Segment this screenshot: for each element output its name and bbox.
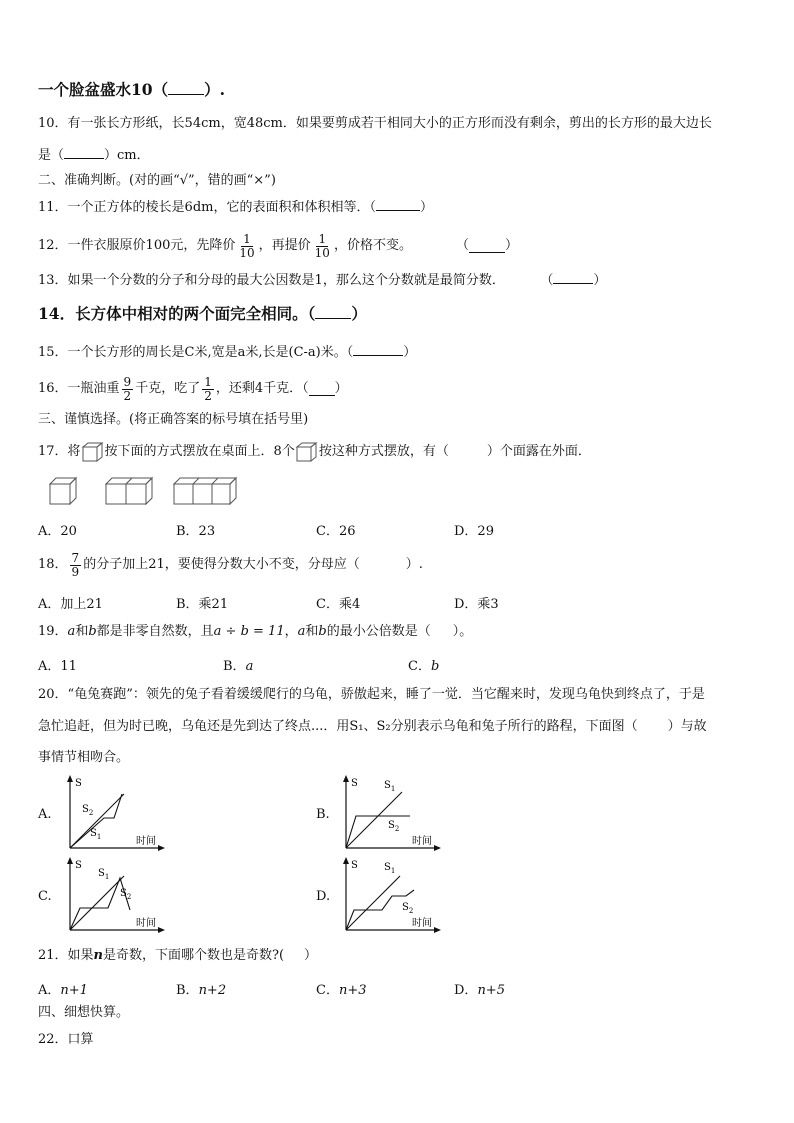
option-label: D． <box>454 983 478 998</box>
question-16 <box>38 370 348 408</box>
option-label: C． <box>316 983 339 998</box>
q19-comma: ， <box>284 624 298 639</box>
q20-line2-end: ）与故 <box>667 719 707 734</box>
fraction <box>237 233 256 260</box>
option-label: B． <box>176 983 199 998</box>
q16-start: 16．一瓶油重 <box>38 381 120 396</box>
denominator: 10 <box>239 245 255 260</box>
q10-start: 是（ <box>38 148 65 163</box>
label-s1 <box>384 862 395 875</box>
graph-a <box>58 774 168 854</box>
answer-blank[interactable] <box>309 383 335 396</box>
axis-x-label: 时间 <box>136 836 156 847</box>
answer-blank[interactable] <box>353 343 403 356</box>
s-letter: S <box>82 804 89 815</box>
s-letter: S <box>402 902 409 913</box>
fraction <box>70 552 82 579</box>
cube-arrangement-2 <box>106 478 152 504</box>
axis-y-label: S <box>351 778 358 789</box>
option-expr: n+3 <box>338 983 367 998</box>
var-b: b <box>318 624 327 639</box>
s-sub: 1 <box>96 833 102 841</box>
q19-equation: a ÷ b = 11 <box>213 624 285 639</box>
s-letter: S <box>120 888 127 899</box>
q13-text: 13．如果一个分数的分子和分母的最大公因数是1，那么这个分数就是最简分数． <box>38 273 505 288</box>
s-sub: 2 <box>126 893 132 901</box>
s-letter: S <box>98 868 105 879</box>
var-a: a <box>297 624 306 639</box>
line-s1 <box>346 876 400 930</box>
q18-option-d[interactable]: D．乘3 <box>454 597 499 612</box>
q19-option-a[interactable]: A．11 <box>38 659 77 674</box>
q18-option-a[interactable]: A．加上21 <box>38 597 103 612</box>
question-20-line1: 20．“龟兔赛跑”：领先的兔子看着缓缓爬行的乌龟，骄傲起来，睡了一觉．当它醒来时，发现乌龟快到终点了，于是 <box>38 687 705 702</box>
paren-close: ） <box>504 238 518 253</box>
q21-close: ） <box>304 948 318 963</box>
numerator: 9 <box>123 374 132 389</box>
q17-option-d[interactable]: D．29 <box>454 524 494 539</box>
cube-icon <box>295 441 319 463</box>
answer-blank[interactable] <box>168 82 204 95</box>
q17-start: 17．将 <box>38 444 81 459</box>
question-12 <box>38 226 518 266</box>
s-letter: S <box>384 780 391 791</box>
q17-mid: 按下面的方式摆放在桌面上．8个 <box>104 444 295 459</box>
answer-blank[interactable] <box>376 198 420 211</box>
question-20-line3: 事情节相吻合。 <box>38 750 130 765</box>
denominator: 9 <box>71 564 80 579</box>
option-expr: n+1 <box>60 983 88 998</box>
q21-option-d[interactable] <box>454 979 505 998</box>
label-s2 <box>388 820 399 833</box>
option-label: C． <box>408 659 431 674</box>
q19-option-b[interactable] <box>223 655 253 674</box>
answer-blank[interactable] <box>553 271 593 284</box>
q15-text: 15．一个长方形的周长是C米,宽是a米,长是(C-a)米。（ <box>38 345 354 360</box>
label-s2 <box>82 804 93 817</box>
label-s1 <box>98 868 109 881</box>
var-b: b <box>88 624 97 639</box>
question-14 <box>38 305 367 323</box>
var-a: a <box>245 659 254 674</box>
question-9-tail <box>38 81 225 99</box>
q18-option-c[interactable]: C．乘4 <box>316 597 361 612</box>
q19-and: 和 <box>75 624 89 639</box>
paren-close: ） <box>593 273 607 288</box>
graph-c <box>58 856 168 936</box>
answer-blank[interactable] <box>64 146 104 159</box>
q20-option-a[interactable]: A. <box>38 807 52 822</box>
s-sub: 2 <box>408 907 414 915</box>
s-letter: S <box>90 828 97 839</box>
s-sub: 1 <box>104 873 110 881</box>
q15-end: ） <box>403 345 417 360</box>
q18-option-b[interactable]: B．乘21 <box>176 597 229 612</box>
line-s1 <box>70 876 124 930</box>
q10-end: ）cm． <box>104 148 150 163</box>
q19-end: 的最小公倍数是（ <box>326 624 431 639</box>
numerator: 7 <box>71 550 80 565</box>
answer-blank[interactable] <box>315 306 351 319</box>
axis-y-label: S <box>75 860 82 871</box>
numerator: 1 <box>318 231 327 246</box>
line-s2 <box>70 878 130 930</box>
q20-line2-text: 急忙追赶，但为时已晚，乌龟还是先到达了终点...．用S₁、S₂分别表示乌龟和兔子所行的路程，下面图（ <box>38 719 638 734</box>
cube-arrangements <box>48 476 248 506</box>
question-15 <box>38 343 416 362</box>
section-3-heading: 三、谨慎选择。(将正确答案的标号填在括号里) <box>38 412 309 427</box>
s-sub: 1 <box>390 785 396 793</box>
q16-mid: 千克，吃了 <box>135 381 201 396</box>
q19-mid: 都是非零自然数，且 <box>96 624 214 639</box>
cube-arrangement-3 <box>174 478 236 504</box>
q12-start: 12．一件衣服原价100元，先降价 <box>38 238 236 253</box>
option-expr: n+2 <box>198 983 227 998</box>
fraction <box>313 233 332 260</box>
q11-end: ） <box>419 200 433 215</box>
axis-x-label: 时间 <box>136 918 156 929</box>
paren-open: （ <box>455 238 469 253</box>
question-22: 22．口算 <box>38 1032 94 1047</box>
q17-end2: ）个面露在外面． <box>486 444 591 459</box>
fraction <box>202 376 214 403</box>
s-letter: S <box>388 820 395 831</box>
q20-option-b[interactable]: B. <box>316 807 330 822</box>
fraction <box>122 376 134 403</box>
s-letter: S <box>384 862 391 873</box>
numerator: 1 <box>204 374 212 389</box>
q21-end: 是奇数，下面哪个数也是奇数?( <box>103 948 285 963</box>
q17-option-b[interactable]: B．23 <box>176 524 216 539</box>
q12-mid: ，再提价 <box>258 238 311 253</box>
option-expr: n+5 <box>477 983 505 998</box>
q16-close: ） <box>334 381 348 396</box>
option-label: B． <box>223 659 246 674</box>
q18-text: 的分子加上21，要使得分数大小不变，分母应（ <box>83 557 360 572</box>
q14-end: ） <box>351 304 367 323</box>
question-20-line2 <box>38 718 707 736</box>
q19-end2: ）。 <box>452 624 473 639</box>
q16-end: ，还剩4千克．（ <box>215 381 309 396</box>
q14-text: 14．长方体中相对的两个面完全相同。（ <box>38 304 316 323</box>
cube-arrangement-1 <box>50 478 76 504</box>
var-n: n <box>93 948 103 963</box>
numerator: 1 <box>243 231 251 246</box>
label-s2 <box>402 902 413 915</box>
s-sub: 2 <box>394 825 400 833</box>
q21-option-a[interactable] <box>38 979 88 998</box>
var-a: a <box>67 624 76 639</box>
question-19 <box>38 623 472 641</box>
question-11 <box>38 198 433 217</box>
question-10-line1: 10．有一张长方形纸，长54cm，宽48cm．如果要剪成若干相同大小的正方形而没有剩余，剪出的长方形的最大边长 <box>38 116 712 131</box>
line-s2 <box>346 816 410 848</box>
option-label: A． <box>38 983 61 998</box>
question-10-line2 <box>38 146 150 165</box>
q12-end: ，价格不变。 <box>333 238 412 253</box>
q19-option-c[interactable] <box>408 655 439 674</box>
axis-x-label: 时间 <box>412 918 432 929</box>
q21-option-c[interactable] <box>316 979 367 998</box>
q17-option-a[interactable]: A．20 <box>38 524 77 539</box>
q11-text: 11．一个正方体的棱长是6dm，它的表面积和体积相等．（ <box>38 200 376 215</box>
s-sub: 1 <box>390 867 396 875</box>
question-21 <box>38 947 317 965</box>
answer-blank[interactable] <box>469 240 505 253</box>
graph-d <box>334 856 444 936</box>
axis-y-label: S <box>351 860 358 871</box>
q20-option-d[interactable]: D. <box>316 889 331 904</box>
q21-option-b[interactable] <box>176 979 226 998</box>
q18-label: 18． <box>38 557 68 572</box>
axis-x-label: 时间 <box>412 836 432 847</box>
var-b: b <box>430 659 440 674</box>
q18-end: ）. <box>405 557 423 572</box>
q17-option-c[interactable]: C．26 <box>316 524 356 539</box>
denominator: 2 <box>204 388 212 403</box>
paren-open: （ <box>546 273 554 288</box>
label-s1 <box>384 780 395 793</box>
label-s1 <box>90 828 101 841</box>
q19-and2: 和 <box>305 624 319 639</box>
graph-b <box>334 774 444 854</box>
section-4-heading: 四、细想快算。 <box>38 1005 130 1020</box>
question-17 <box>38 440 591 464</box>
denominator: 10 <box>314 245 330 260</box>
s-sub: 2 <box>88 809 94 817</box>
q9-end: ）. <box>204 80 225 99</box>
question-18 <box>38 545 423 585</box>
q19-start: 19． <box>38 624 68 639</box>
axis-y-label: S <box>75 778 82 789</box>
q20-option-c[interactable]: C. <box>38 889 52 904</box>
q9-text: 一个脸盆盛水10（ <box>38 80 169 99</box>
cube-icon <box>81 441 105 463</box>
question-13 <box>38 271 606 290</box>
q17-end: 按这种方式摆放，有（ <box>318 444 449 459</box>
denominator: 2 <box>123 388 132 403</box>
section-2-heading: 二、准确判断。(对的画“√”，错的画“×”) <box>38 173 276 188</box>
q21-start: 21．如果 <box>38 948 94 963</box>
label-s2 <box>120 888 131 901</box>
